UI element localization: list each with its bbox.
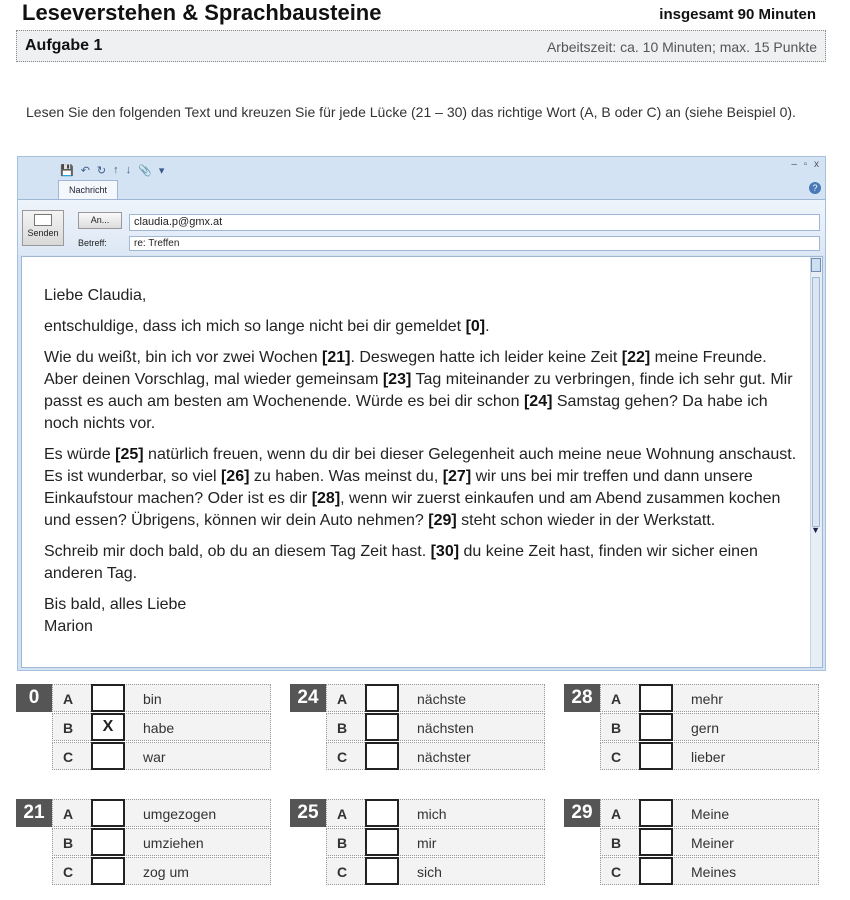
- option-word: Meiner: [691, 835, 734, 851]
- gap-24: [24]: [523, 393, 553, 410]
- undo-icon[interactable]: ↶: [80, 164, 90, 177]
- subject-field[interactable]: re: Treffen: [129, 236, 820, 251]
- letter-text: [44, 285, 804, 647]
- option-letter: A: [337, 806, 348, 822]
- task-info: Arbeitszeit: ca. 10 Minuten; max. 15 Punkte: [546, 39, 817, 55]
- option-row: [600, 799, 819, 827]
- letter-paragraph-3: Es würde [25] natürlich freuen, wenn du dir bei dieser Gelegenheit auch meine neue Wohnung anschaust. Es ist wunderbar, so viel [26] zu haben. Was meinst du, [27] wir uns bei mir treffen und dann unsere Einkaufstour machen? Oder ist es dir [28], wenn wir zuerst einkaufen und am Abend zusammen kochen und essen? Übrigens, können wir dein Auto nehmen? [29] steht schon wieder in der Werkstatt.: [44, 446, 797, 529]
- option-row: [600, 742, 819, 770]
- answer-checkbox[interactable]: [365, 799, 399, 827]
- option-letter: C: [337, 749, 348, 765]
- option-letter: B: [611, 720, 622, 736]
- gap-0: [0]: [465, 318, 486, 335]
- customize-toolbar-icon[interactable]: ▾: [158, 164, 165, 177]
- question-block: [16, 684, 271, 770]
- send-label: Senden: [27, 228, 59, 238]
- option-row: [326, 828, 545, 856]
- option-row: [600, 684, 819, 712]
- option-word: bin: [143, 691, 162, 707]
- option-row: [52, 828, 271, 856]
- option-word: sich: [417, 864, 442, 880]
- question-number: 25: [290, 799, 326, 827]
- scrollbar[interactable]: [810, 257, 822, 667]
- option-word: gern: [691, 720, 720, 736]
- question-block: [564, 799, 819, 885]
- option-row: [326, 742, 545, 770]
- option-letter: B: [337, 835, 348, 851]
- gap-28: [28]: [311, 490, 341, 507]
- page-title: Leseverstehen & Sprachbausteine: [22, 0, 382, 25]
- gap-26: [26]: [220, 468, 250, 485]
- option-letter: B: [337, 720, 348, 736]
- up-arrow-icon[interactable]: ↑: [113, 164, 119, 176]
- help-icon[interactable]: ?: [809, 182, 821, 194]
- answer-checkbox[interactable]: [639, 857, 673, 885]
- question-number: 21: [16, 799, 52, 827]
- answer-checkbox[interactable]: [91, 684, 125, 712]
- option-letter: A: [611, 691, 622, 707]
- question-number: 0: [16, 684, 52, 712]
- question-number: 28: [564, 684, 600, 712]
- message-body[interactable]: [21, 256, 823, 668]
- option-row: [326, 713, 545, 741]
- option-word: Meine: [691, 806, 730, 822]
- send-button[interactable]: [22, 210, 64, 246]
- redo-icon[interactable]: ↻: [96, 164, 107, 177]
- option-row: [600, 828, 819, 856]
- option-row: [52, 857, 271, 885]
- answer-checkbox[interactable]: [365, 742, 399, 770]
- question-number: 24: [290, 684, 326, 712]
- option-row: [52, 799, 271, 827]
- subject-label: Betreff:: [78, 238, 107, 248]
- question-block: [564, 684, 819, 770]
- option-row: [326, 684, 545, 712]
- attachment-icon[interactable]: 📎: [138, 164, 152, 177]
- answer-checkbox[interactable]: [639, 828, 673, 856]
- option-row: [326, 857, 545, 885]
- letter-greeting: Liebe Claudia,: [44, 287, 147, 304]
- answer-checkbox[interactable]: X: [91, 713, 125, 741]
- letter-paragraph-1: entschuldige, dass ich mich so lange nicht bei dir gemeldet [0].: [44, 318, 490, 335]
- envelope-icon: [34, 214, 52, 226]
- option-letter: A: [611, 806, 622, 822]
- gap-21: [21]: [322, 349, 351, 366]
- answer-checkbox[interactable]: [639, 684, 673, 712]
- scroll-down-icon[interactable]: ▼: [811, 525, 820, 535]
- tab-nachricht[interactable]: Nachricht: [58, 180, 118, 199]
- gap-23: [23]: [382, 371, 412, 388]
- question-block: [290, 684, 545, 770]
- answer-checkbox[interactable]: [639, 799, 673, 827]
- question-block: [16, 799, 271, 885]
- total-time: insgesamt 90 Minuten: [659, 6, 816, 23]
- task-bar: [16, 30, 826, 62]
- option-row: [52, 684, 271, 712]
- answer-checkbox[interactable]: [365, 828, 399, 856]
- option-row: [600, 713, 819, 741]
- option-letter: C: [63, 864, 74, 880]
- answer-checkbox[interactable]: [91, 857, 125, 885]
- option-letter: C: [611, 864, 622, 880]
- option-word: war: [143, 749, 166, 765]
- option-letter: A: [337, 691, 348, 707]
- answer-checkbox[interactable]: [365, 857, 399, 885]
- instruction-text: Lesen Sie den folgenden Text und kreuzen Sie für jede Lücke (21 – 30) das richtige Wort (A, B oder C) an (siehe Beispiel 0).: [26, 104, 796, 120]
- option-word: lieber: [691, 749, 726, 765]
- answer-checkbox[interactable]: [639, 713, 673, 741]
- option-row: [52, 742, 271, 770]
- option-word: umgezogen: [143, 806, 217, 822]
- answer-checkbox[interactable]: [91, 742, 125, 770]
- answer-checkbox[interactable]: [365, 684, 399, 712]
- task-number: Aufgabe 1: [25, 37, 103, 54]
- answer-checkbox[interactable]: [91, 799, 125, 827]
- option-word: nächster: [417, 749, 471, 765]
- option-word: umziehen: [143, 835, 204, 851]
- gap-22: [22]: [621, 349, 651, 366]
- window-controls[interactable]: – ▫ x: [791, 159, 821, 170]
- quick-access-toolbar: [60, 161, 164, 179]
- scroll-thumb[interactable]: [812, 277, 820, 527]
- option-letter: B: [611, 835, 622, 851]
- option-row: [52, 713, 271, 741]
- question-number: 29: [564, 799, 600, 827]
- option-letter: C: [611, 749, 622, 765]
- gap-27: [27]: [442, 468, 472, 485]
- option-word: habe: [143, 720, 175, 736]
- letter-paragraph-2: Wie du weißt, bin ich vor zwei Wochen [21]. Deswegen hatte ich leider keine Zeit [22] meine Freunde. Aber deinen Vorschlag, mal wieder gemeinsam [23] Tag miteinander zu verbringen, finde ich sehr gut. Mir passt es auch am besten am Wochenende. Würde es bei dir schon [24] Samstag gehen? Da habe ich noch nichts vor.: [44, 349, 793, 432]
- option-letter: B: [63, 835, 74, 851]
- to-field[interactable]: claudia.p@gmx.at: [129, 214, 820, 231]
- option-letter: C: [63, 749, 74, 765]
- gap-30: [30]: [430, 543, 460, 560]
- option-word: zog um: [143, 864, 189, 880]
- option-letter: C: [337, 864, 348, 880]
- option-word: mir: [417, 835, 437, 851]
- down-arrow-icon[interactable]: ↓: [125, 164, 132, 176]
- option-letter: B: [63, 720, 74, 736]
- question-block: [290, 799, 545, 885]
- to-button[interactable]: An...: [78, 212, 122, 229]
- option-letter: A: [63, 806, 74, 822]
- letter-closing: Bis bald, alles Liebe Marion: [44, 596, 187, 635]
- gap-29: [29]: [428, 512, 457, 529]
- ribbon: [18, 199, 825, 255]
- option-letter: A: [63, 691, 74, 707]
- option-word: nächste: [417, 691, 467, 707]
- gap-25: [25]: [115, 446, 144, 463]
- ruler-icon[interactable]: [811, 258, 821, 272]
- option-word: Meines: [691, 864, 737, 880]
- answer-checkbox[interactable]: [639, 742, 673, 770]
- option-row: [600, 857, 819, 885]
- option-word: nächsten: [417, 720, 474, 736]
- letter-paragraph-4: Schreib mir doch bald, ob du an diesem Tag Zeit hast. [30] du keine Zeit hast, finden wir sicher einen anderen Tag.: [44, 543, 758, 582]
- option-word: mich: [417, 806, 447, 822]
- answer-checkbox[interactable]: [91, 828, 125, 856]
- option-row: [326, 799, 545, 827]
- option-word: mehr: [691, 691, 723, 707]
- answer-checkbox[interactable]: [365, 713, 399, 741]
- save-icon[interactable]: 💾: [60, 164, 74, 177]
- email-window: [17, 156, 826, 671]
